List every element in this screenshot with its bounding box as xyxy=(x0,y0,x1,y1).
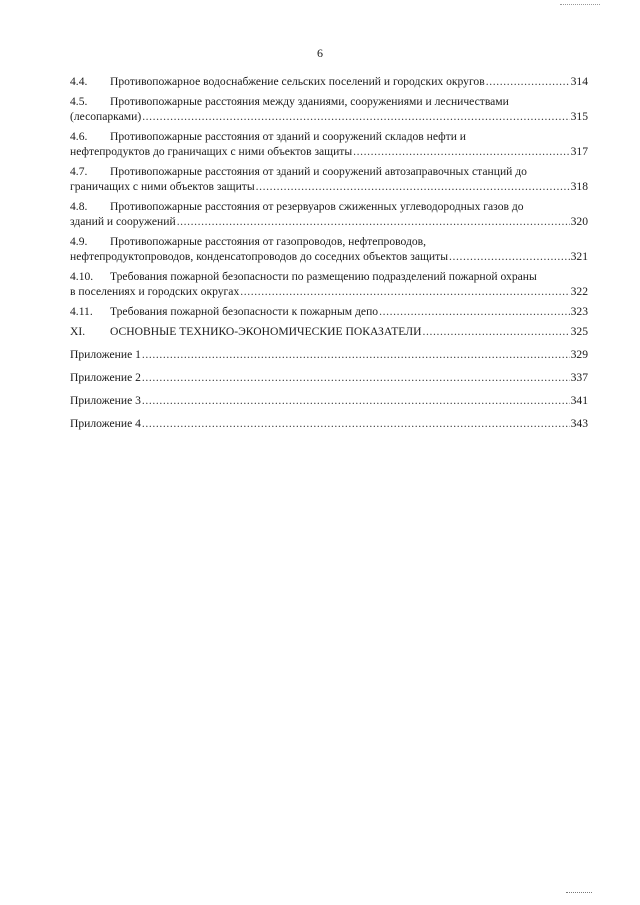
toc-page: 323 xyxy=(570,305,588,318)
toc-page: 318 xyxy=(570,180,588,193)
toc-entry-4-8[interactable] xyxy=(70,199,588,229)
toc-title: Требования пожарной безопасности по размещению подразделений пожарной охраны xyxy=(110,270,537,283)
toc-number: 4.11. xyxy=(70,305,93,318)
toc-page: 343 xyxy=(570,417,588,430)
toc-title: Противопожарные расстояния от зданий и сооружений складов нефти и xyxy=(110,130,467,143)
dot-leader xyxy=(353,144,569,159)
toc-entry-4-4[interactable] xyxy=(70,74,588,89)
dot-leader xyxy=(256,179,570,194)
dot-leader xyxy=(449,249,570,264)
toc-number: 4.4. xyxy=(70,75,88,88)
toc-entry-appendix-4[interactable] xyxy=(70,416,588,431)
toc-page: 315 xyxy=(570,110,588,123)
toc-entry-4-7[interactable] xyxy=(70,164,588,194)
toc-title: Приложение 2 xyxy=(70,371,141,384)
toc-page: 317 xyxy=(570,145,588,158)
toc-entry-4-11[interactable] xyxy=(70,304,588,319)
toc-title-continued: в поселениях и городских округах xyxy=(70,285,240,298)
toc-entry-appendix-3[interactable] xyxy=(70,393,588,408)
toc-page: 320 xyxy=(570,215,588,228)
toc-number: 4.6. xyxy=(70,130,88,143)
toc-title-continued: граничащих с ними объектов защиты xyxy=(70,180,255,193)
toc-page: 321 xyxy=(570,250,588,263)
toc-page: 329 xyxy=(570,348,588,361)
dot-leader xyxy=(142,109,569,124)
dot-leader xyxy=(142,347,570,362)
toc-title: ОСНОВНЫЕ ТЕХНИКО-ЭКОНОМИЧЕСКИЕ ПОКАЗАТЕЛИ xyxy=(110,325,422,338)
toc-page: 341 xyxy=(570,394,588,407)
page-number: 6 xyxy=(317,46,323,60)
toc-entry-4-10[interactable] xyxy=(70,269,588,299)
toc-entry-4-5[interactable] xyxy=(70,94,588,124)
toc-page: 322 xyxy=(570,285,588,298)
dot-leader xyxy=(142,393,570,408)
dot-leader xyxy=(177,214,570,229)
toc-number: 4.7. xyxy=(70,165,88,178)
scan-mark-top xyxy=(560,0,600,5)
toc-page: 314 xyxy=(570,75,588,88)
toc-title: Противопожарные расстояния от газопроводов, нефтепроводов, xyxy=(110,235,427,248)
toc-page: 325 xyxy=(570,325,588,338)
toc-entry-4-6[interactable] xyxy=(70,129,588,159)
dot-leader xyxy=(422,324,569,339)
toc-number: 4.8. xyxy=(70,200,88,213)
dot-leader xyxy=(486,74,570,89)
toc-entry-section-xi[interactable] xyxy=(70,324,588,339)
toc-title: Требования пожарной безопасности к пожарным депо xyxy=(110,305,379,318)
toc-number: 4.10. xyxy=(70,270,94,283)
toc-title-continued: нефтепродуктопроводов, конденсатопроводов до соседних объектов защиты xyxy=(70,250,448,263)
toc-title: Противопожарные расстояния между зданиями, сооружениями и лесничествами xyxy=(110,95,509,108)
toc-title: Приложение 1 xyxy=(70,348,141,361)
toc-page: 337 xyxy=(570,371,588,384)
table-of-contents xyxy=(70,74,588,439)
toc-entry-appendix-2[interactable] xyxy=(70,370,588,385)
toc-number: XI. xyxy=(70,325,86,338)
toc-title-continued: зданий и сооружений xyxy=(70,215,176,228)
toc-title-continued: нефтепродуктов до граничащих с ними объектов защиты xyxy=(70,145,353,158)
dot-leader xyxy=(379,304,570,319)
toc-number: 4.5. xyxy=(70,95,88,108)
toc-title: Противопожарные расстояния от зданий и сооружений автозаправочных станций до xyxy=(110,165,527,178)
toc-entry-appendix-1[interactable] xyxy=(70,347,588,362)
dot-leader xyxy=(142,416,570,431)
scan-mark-bottom xyxy=(566,892,592,895)
toc-title: Приложение 4 xyxy=(70,417,141,430)
toc-number: 4.9. xyxy=(70,235,88,248)
toc-title: Приложение 3 xyxy=(70,394,141,407)
toc-title: Противопожарное водоснабжение сельских поселений и городских округов xyxy=(110,75,485,88)
toc-title: Противопожарные расстояния от резервуаров сжиженных углеводородных газов до xyxy=(110,200,524,213)
dot-leader xyxy=(142,370,570,385)
toc-title-continued: (лесопарками) xyxy=(70,110,142,123)
dot-leader xyxy=(240,284,569,299)
toc-entry-4-9[interactable] xyxy=(70,234,588,264)
